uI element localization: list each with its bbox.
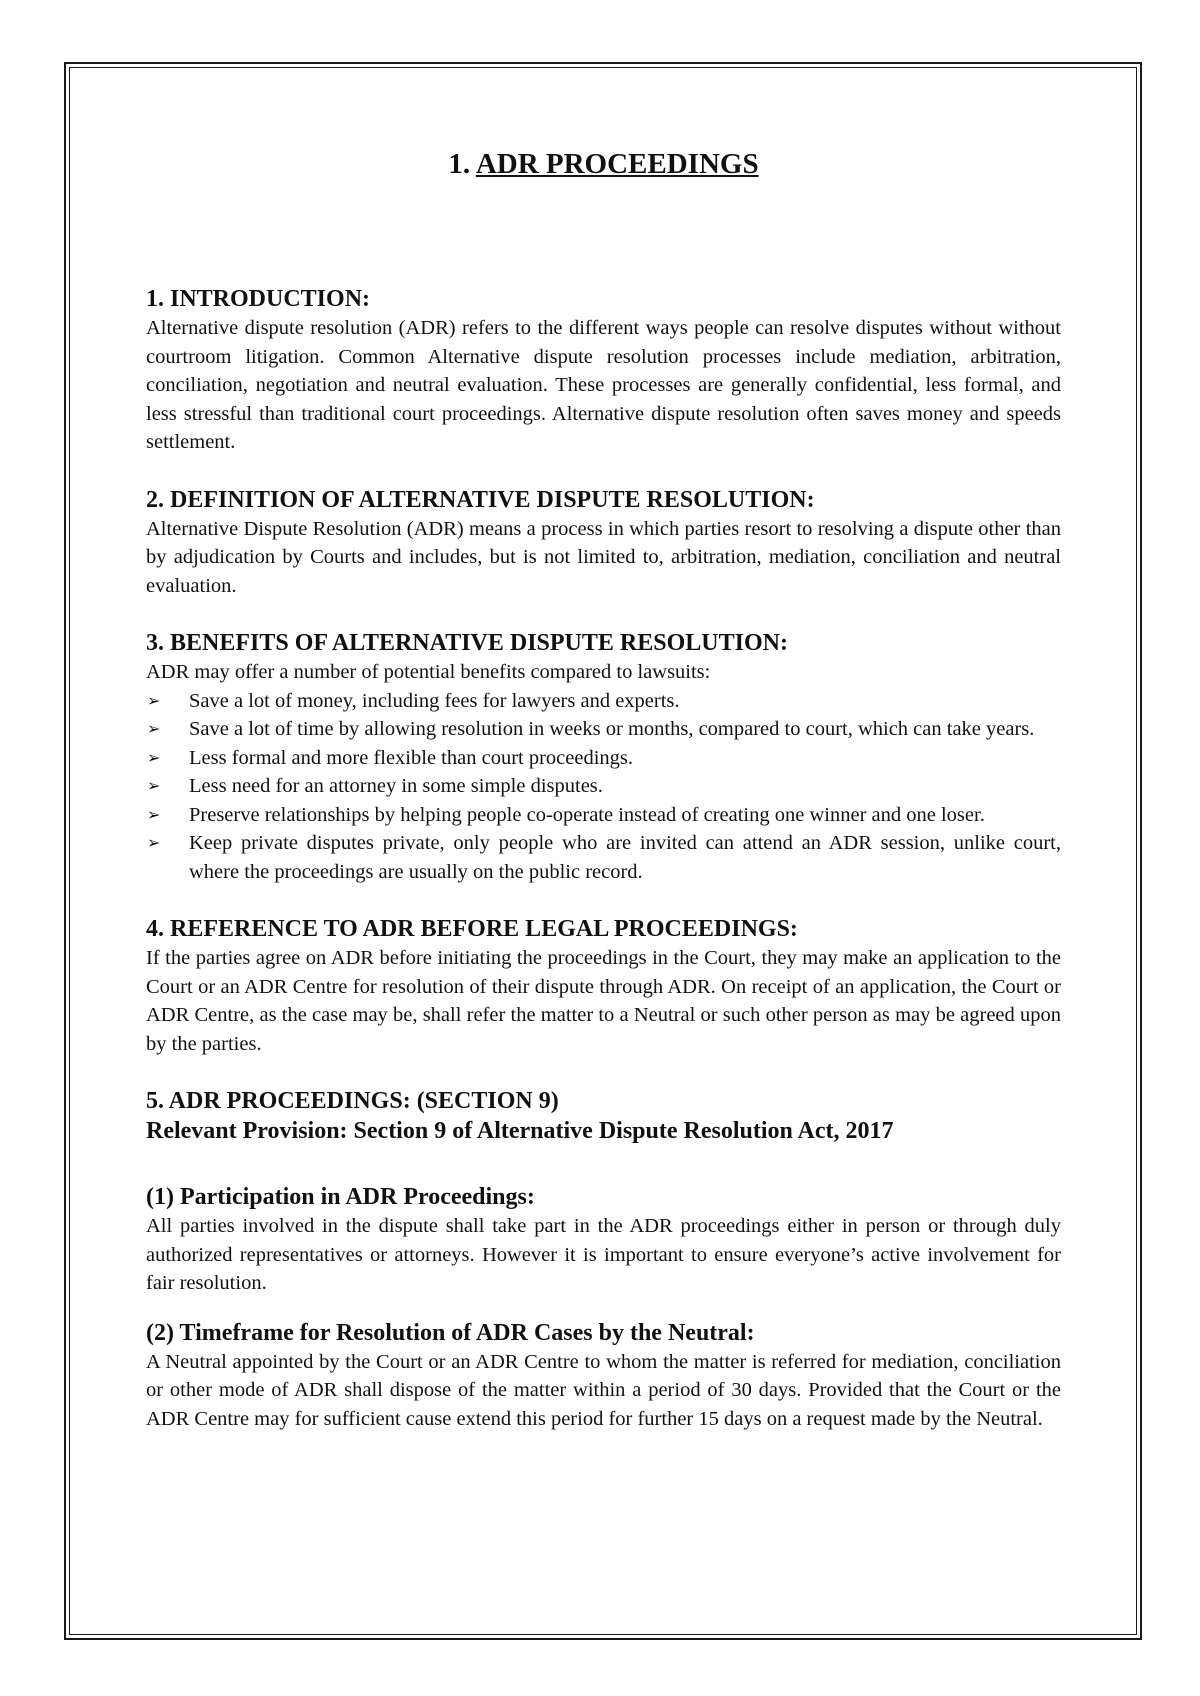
subsection-participation — [146, 1182, 1061, 1298]
section-lead: ADR may offer a number of potential benefits compared to lawsuits: — [146, 661, 711, 683]
section-heading: 4. REFERENCE TO ADR BEFORE LEGAL PROCEEDINGS: — [146, 916, 798, 942]
list-item-text: Save a lot of time by allowing resolution in weeks or months, compared to court, which can take years. — [189, 718, 1035, 740]
arrowhead-bullet-icon: ➢ — [147, 833, 161, 852]
section-introduction — [146, 284, 1061, 457]
section-proceedings — [146, 1086, 1061, 1433]
page-title-number: 1. — [448, 148, 471, 180]
section-heading: 1. INTRODUCTION: — [146, 286, 371, 312]
arrowhead-bullet-icon: ➢ — [147, 719, 161, 738]
section-paragraph: Alternative Dispute Resolution (ADR) means a process in which parties resort to resolving a dispute other than by adjudication by Courts and includes, but is not limited to, arbitration, mediation, conciliation and neutral evaluation. — [146, 517, 1061, 597]
section-paragraph: Alternative dispute resolution (ADR) refers to the different ways people can resolve disputes without without courtroom litigation. Common Alternative dispute resolution processes include mediation, arbitration, conciliation, negotiation and neutral evaluation. These processes are generally confidential, less formal, and less stressful than traditional court proceedings. Alternative dispute resolution often saves money and speeds settlement. — [146, 317, 1061, 453]
list-item — [146, 772, 1061, 801]
list-item — [146, 687, 1061, 716]
list-item — [146, 829, 1061, 886]
section-heading: 3. BENEFITS OF ALTERNATIVE DISPUTE RESOLUTION: — [146, 630, 788, 656]
subsection-heading: (2) Timeframe for Resolution of ADR Cases by the Neutral: — [146, 1319, 755, 1346]
benefits-list — [146, 687, 1061, 887]
arrowhead-bullet-icon: ➢ — [147, 747, 161, 767]
list-item-text: Less formal and more flexible than court proceedings. — [189, 746, 634, 769]
subsection-paragraph: All parties involved in the dispute shall take part in the ADR proceedings either in person or through duly authorized representatives or attorneys. However it is important to ensure everyone’s active involvement for fair resolution. — [146, 1215, 1061, 1294]
arrowhead-bullet-icon: ➢ — [147, 690, 161, 710]
arrowhead-bullet-icon: ➢ — [147, 776, 161, 795]
section-definition — [146, 485, 1061, 601]
document-body — [146, 146, 1061, 1461]
arrowhead-bullet-icon: ➢ — [147, 804, 161, 824]
section-heading: 5. ADR PROCEEDINGS: (SECTION 9) — [146, 1088, 559, 1114]
list-item-text: Preserve relationships by helping people co-operate instead of creating one winner and one loser. — [189, 803, 985, 826]
list-item-text: Less need for an attorney in some simple disputes. — [189, 775, 603, 797]
page-title-text: ADR PROCEEDINGS — [475, 148, 759, 180]
section-reference — [146, 914, 1061, 1058]
subsection-paragraph: A Neutral appointed by the Court or an ADR Centre to whom the matter is referred for mediation, conciliation or other mode of ADR shall dispose of the matter within a period of 30 days. Provided that the Court or the ADR Centre may for sufficient cause extend this period for further 15 days on a request made by the Neutral. — [146, 1350, 1061, 1430]
page-title — [146, 146, 1061, 182]
list-item — [146, 744, 1061, 773]
list-item-text: Save a lot of money, including fees for lawyers and experts. — [189, 689, 680, 712]
section-benefits — [146, 628, 1061, 886]
list-item — [146, 801, 1061, 830]
subsection-timeframe — [146, 1318, 1061, 1434]
section-heading: 2. DEFINITION OF ALTERNATIVE DISPUTE RESOLUTION: — [146, 486, 815, 513]
subsection-heading: (1) Participation in ADR Proceedings: — [146, 1184, 535, 1210]
list-item-text: Keep private disputes private, only people who are invited can attend an ADR session, unlike court, where the proceedings are usually on the public record. — [189, 832, 1061, 883]
list-item — [146, 715, 1061, 744]
relevant-provision: Relevant Provision: Section 9 of Alternative Dispute Resolution Act, 2017 — [146, 1118, 894, 1144]
section-paragraph: If the parties agree on ADR before initiating the proceedings in the Court, they may make an application to the Court or an ADR Centre for resolution of their dispute through ADR. On receipt of an application, the Court or ADR Centre, as the case may be, shall refer the matter to a Neutral or such other person as may be agreed upon by the parties. — [146, 947, 1061, 1055]
